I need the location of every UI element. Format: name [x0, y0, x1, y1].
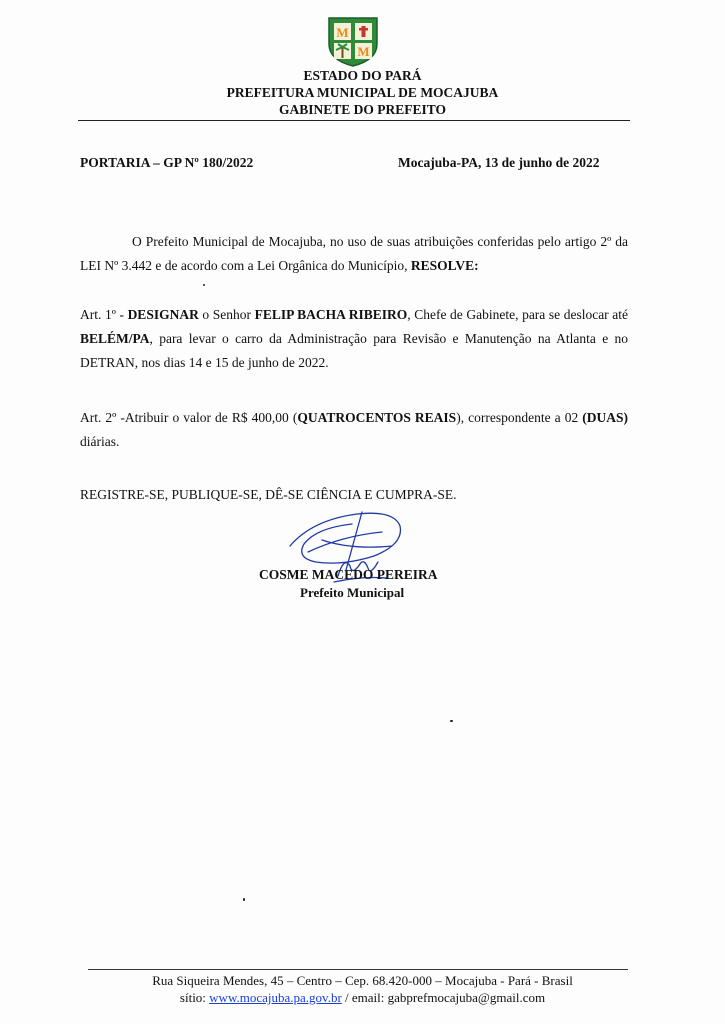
footer-divider: [88, 969, 628, 970]
scan-speck: [450, 720, 453, 722]
portaria-number: PORTARIA – GP Nº 180/2022: [80, 155, 254, 170]
article-1-paragraph: Art. 1º - DESIGNAR o Senhor FELIP BACHA RIBEIRO, Chefe de Gabinete, para se deslocar até BELÉM/PA, para levar o carro da Administração para Revisão e Manutenção na Atlanta e no DETRAN, nos dias 14 e 15 de junho de 2022.: [80, 307, 628, 370]
signatory-role: Prefeito Municipal: [300, 585, 405, 600]
header-divider: [78, 120, 630, 121]
article-2-paragraph: Art. 2º -Atribuir o valor de R$ 400,00 (QUATROCENTOS REAIS), correspondente a 02 (DUAS) diárias.: [80, 410, 629, 449]
footer-contact: sítio: www.mocajuba.pa.gov.br / email: gabprefmocajuba@gmail.com: [179, 990, 546, 1005]
footer-address: Rua Siqueira Mendes, 45 – Centro – Cep. 68.420-000 – Mocajuba - Pará - Brasil: [152, 973, 573, 988]
preamble-paragraph: O Prefeito Municipal de Mocajuba, no uso de suas atribuições conferidas pelo artigo 2º da LEI Nº 3.442 e de acordo com a Lei Orgânica do Município, RESOLVE:: [80, 234, 628, 273]
website-link[interactable]: www.mocajuba.pa.gov.br: [209, 990, 342, 1005]
crest-letter: M: [336, 25, 349, 40]
header-cabinet: GABINETE DO PREFEITO: [278, 102, 447, 117]
crest-letter: M: [357, 44, 370, 59]
scan-speck: [243, 898, 245, 901]
closing-formula: REGISTRE-SE, PUBLIQUE-SE, DÊ-SE CIÊNCIA E CUMPRA-SE.: [80, 487, 457, 502]
place-date: Mocajuba-PA, 13 de junho de 2022: [398, 155, 600, 170]
municipal-crest-icon: [323, 14, 383, 68]
footer-email: gabprefmocajuba@gmail.com: [387, 990, 546, 1005]
header-state: ESTADO DO PARÁ: [303, 68, 422, 83]
header-prefecture: PREFEITURA MUNICIPAL DE MOCAJUBA: [226, 85, 499, 100]
signatory-name: COSME MACEDO PEREIRA: [259, 567, 438, 582]
scan-speck: [203, 284, 205, 286]
